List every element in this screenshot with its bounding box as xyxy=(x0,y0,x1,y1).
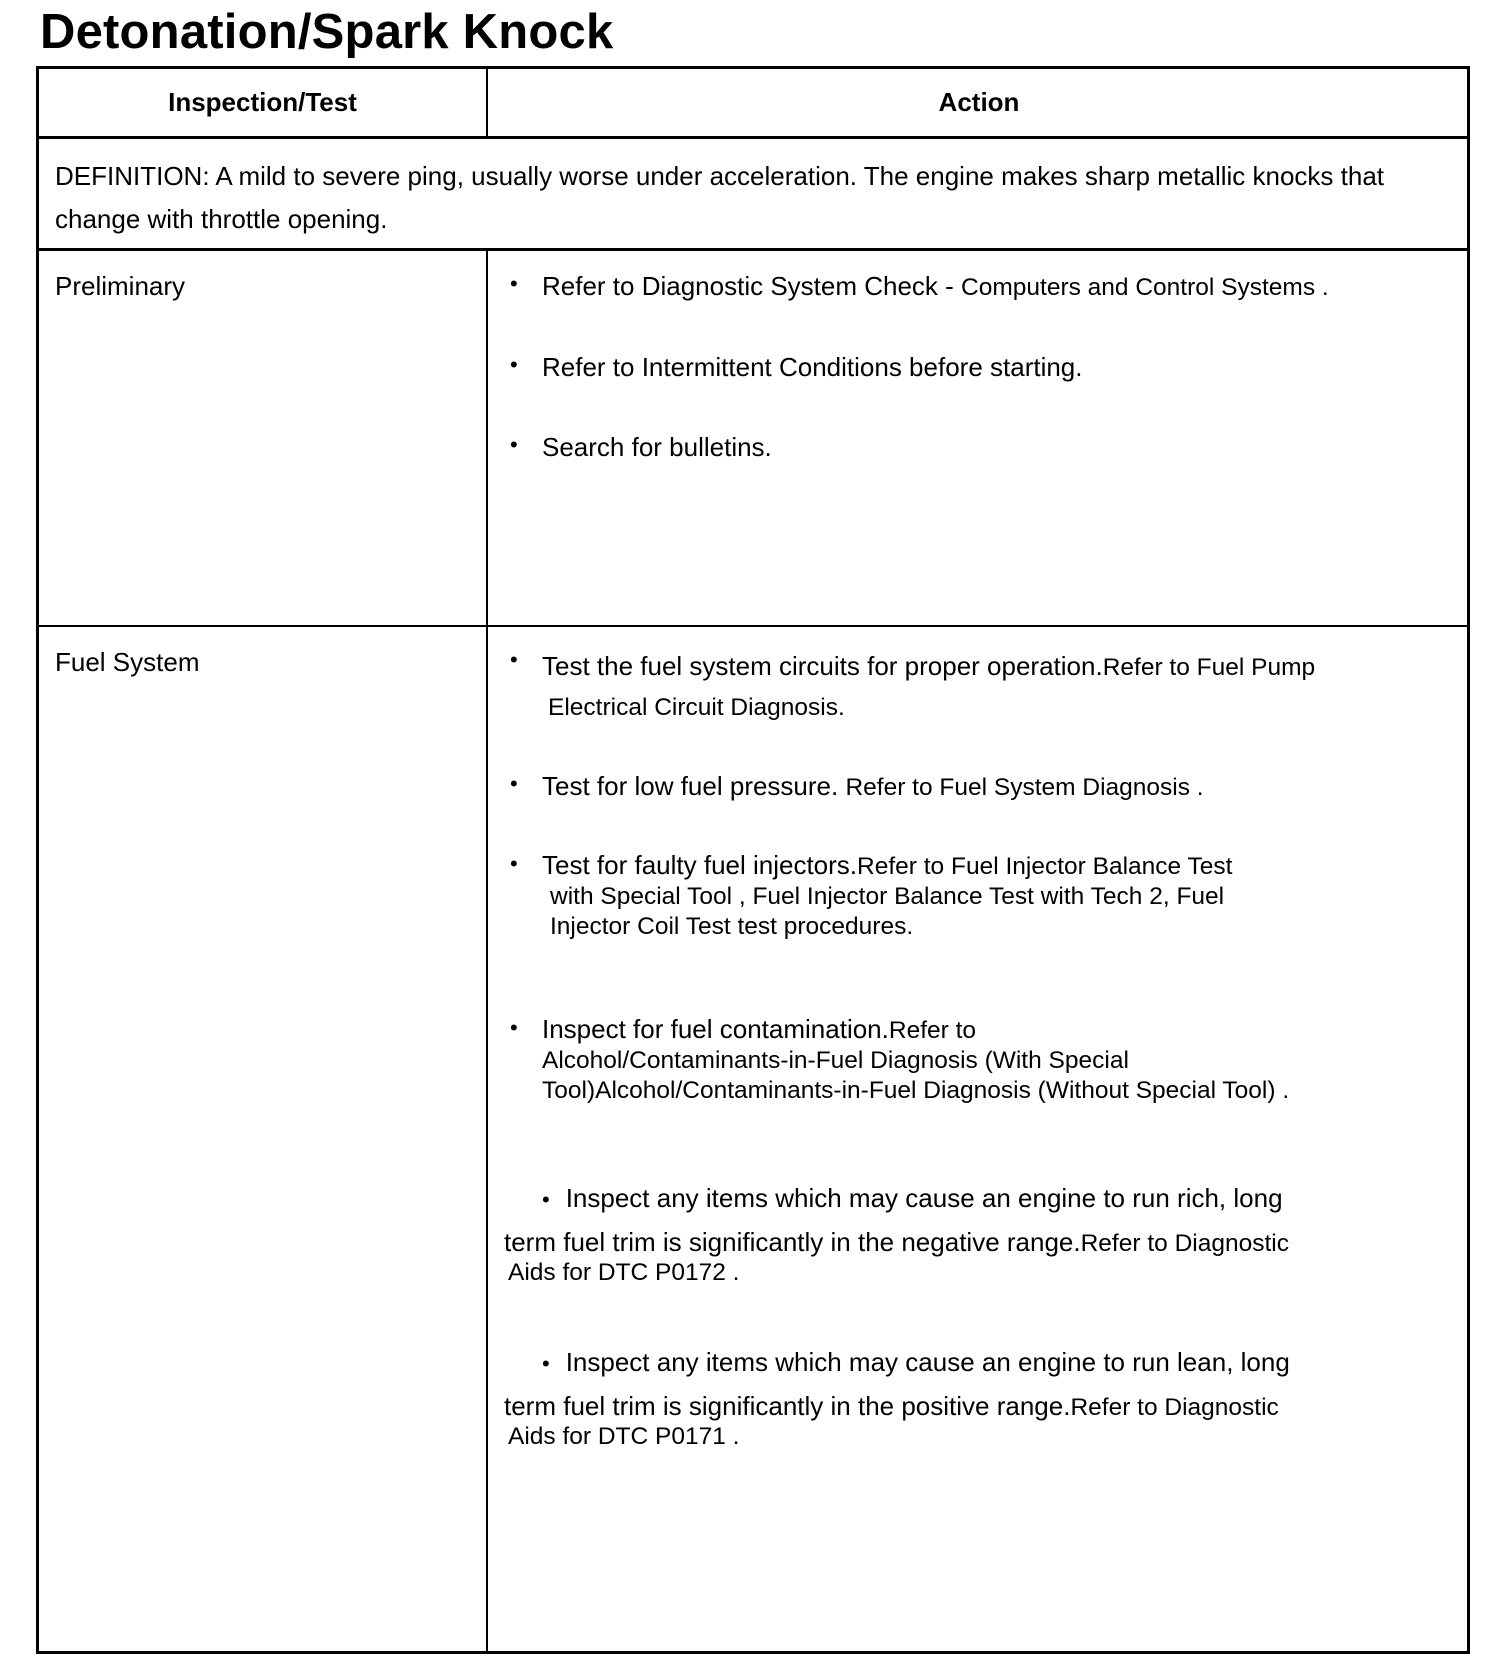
action-text: Inspect any items which may cause an engine to run lean, long xyxy=(565,1347,1290,1377)
diagnostic-table xyxy=(36,66,1470,1654)
action-text: Refer to Intermittent Conditions before starting. xyxy=(542,352,1083,382)
bullet-icon: • xyxy=(542,1351,550,1376)
header-inspection-test: Inspection/Test xyxy=(168,87,357,117)
action-reference-continued: with Special Tool , Fuel Injector Balance Test with Tech 2, Fuel xyxy=(550,883,1225,910)
table-header-row xyxy=(39,69,1467,139)
action-reference-continued: Alcohol/Contaminants-in-Fuel Diagnosis (With Special xyxy=(542,1047,1129,1074)
table-row-preliminary xyxy=(39,251,1467,627)
header-action: Action xyxy=(938,87,1020,117)
page-title: Detonation/Spark Knock xyxy=(40,5,614,59)
action-reference-continued: Aids for DTC P0172 . xyxy=(508,1259,740,1286)
action-reference-continued: Injector Coil Test test procedures. xyxy=(550,913,914,940)
table-row-fuel-system xyxy=(39,627,1467,1651)
action-text: Refer to Diagnostic System Check - xyxy=(542,271,962,301)
column-divider xyxy=(486,251,488,625)
action-reference-continued: Electrical Circuit Diagnosis. xyxy=(548,694,845,721)
action-reference: Refer to xyxy=(888,1017,977,1044)
bullet-icon: • xyxy=(510,647,518,672)
bullet-icon: • xyxy=(510,432,518,457)
action-reference: Refer to Fuel Injector Balance Test xyxy=(857,853,1233,880)
action-reference: Refer to Fuel Pump xyxy=(1102,654,1316,681)
definition-text: DEFINITION: A mild to severe ping, usually worse under acceleration. The engine makes sharp metallic knocks that change with throttle opening. xyxy=(55,161,1385,234)
action-text: Test for low fuel pressure. xyxy=(542,771,839,801)
action-text: Inspect any items which may cause an engine to run rich, long xyxy=(565,1183,1283,1213)
bullet-icon: • xyxy=(510,1015,518,1040)
action-reference-continued: Tool)Alcohol/Contaminants-in-Fuel Diagnosis (Without Special Tool) . xyxy=(542,1077,1290,1104)
action-reference: Computers and Control Systems . xyxy=(961,274,1329,301)
action-reference: Refer to Diagnostic xyxy=(1080,1230,1289,1257)
action-reference: Refer to Diagnostic xyxy=(1070,1394,1279,1421)
inspection-label-preliminary: Preliminary xyxy=(55,271,186,301)
bullet-icon: • xyxy=(542,1187,550,1212)
action-text: Search for bulletins. xyxy=(542,432,772,462)
action-text: Test the fuel system circuits for proper operation. xyxy=(542,651,1103,681)
bullet-icon: • xyxy=(510,271,518,296)
action-text-continued: term fuel trim is significantly in the negative range. xyxy=(504,1227,1081,1257)
bullet-icon: • xyxy=(510,851,518,876)
action-text-continued: term fuel trim is significantly in the positive range. xyxy=(504,1391,1071,1421)
inspection-label-fuel-system: Fuel System xyxy=(55,647,200,677)
action-reference-continued: Aids for DTC P0171 . xyxy=(508,1423,740,1450)
definition-row xyxy=(39,139,1467,251)
action-text: Test for faulty fuel injectors. xyxy=(542,850,858,880)
bullet-icon: • xyxy=(510,771,518,796)
action-text: Inspect for fuel contamination. xyxy=(542,1014,889,1044)
action-reference: Refer to Fuel System Diagnosis . xyxy=(845,774,1204,801)
bullet-icon: • xyxy=(510,352,518,377)
column-divider xyxy=(486,627,488,1651)
